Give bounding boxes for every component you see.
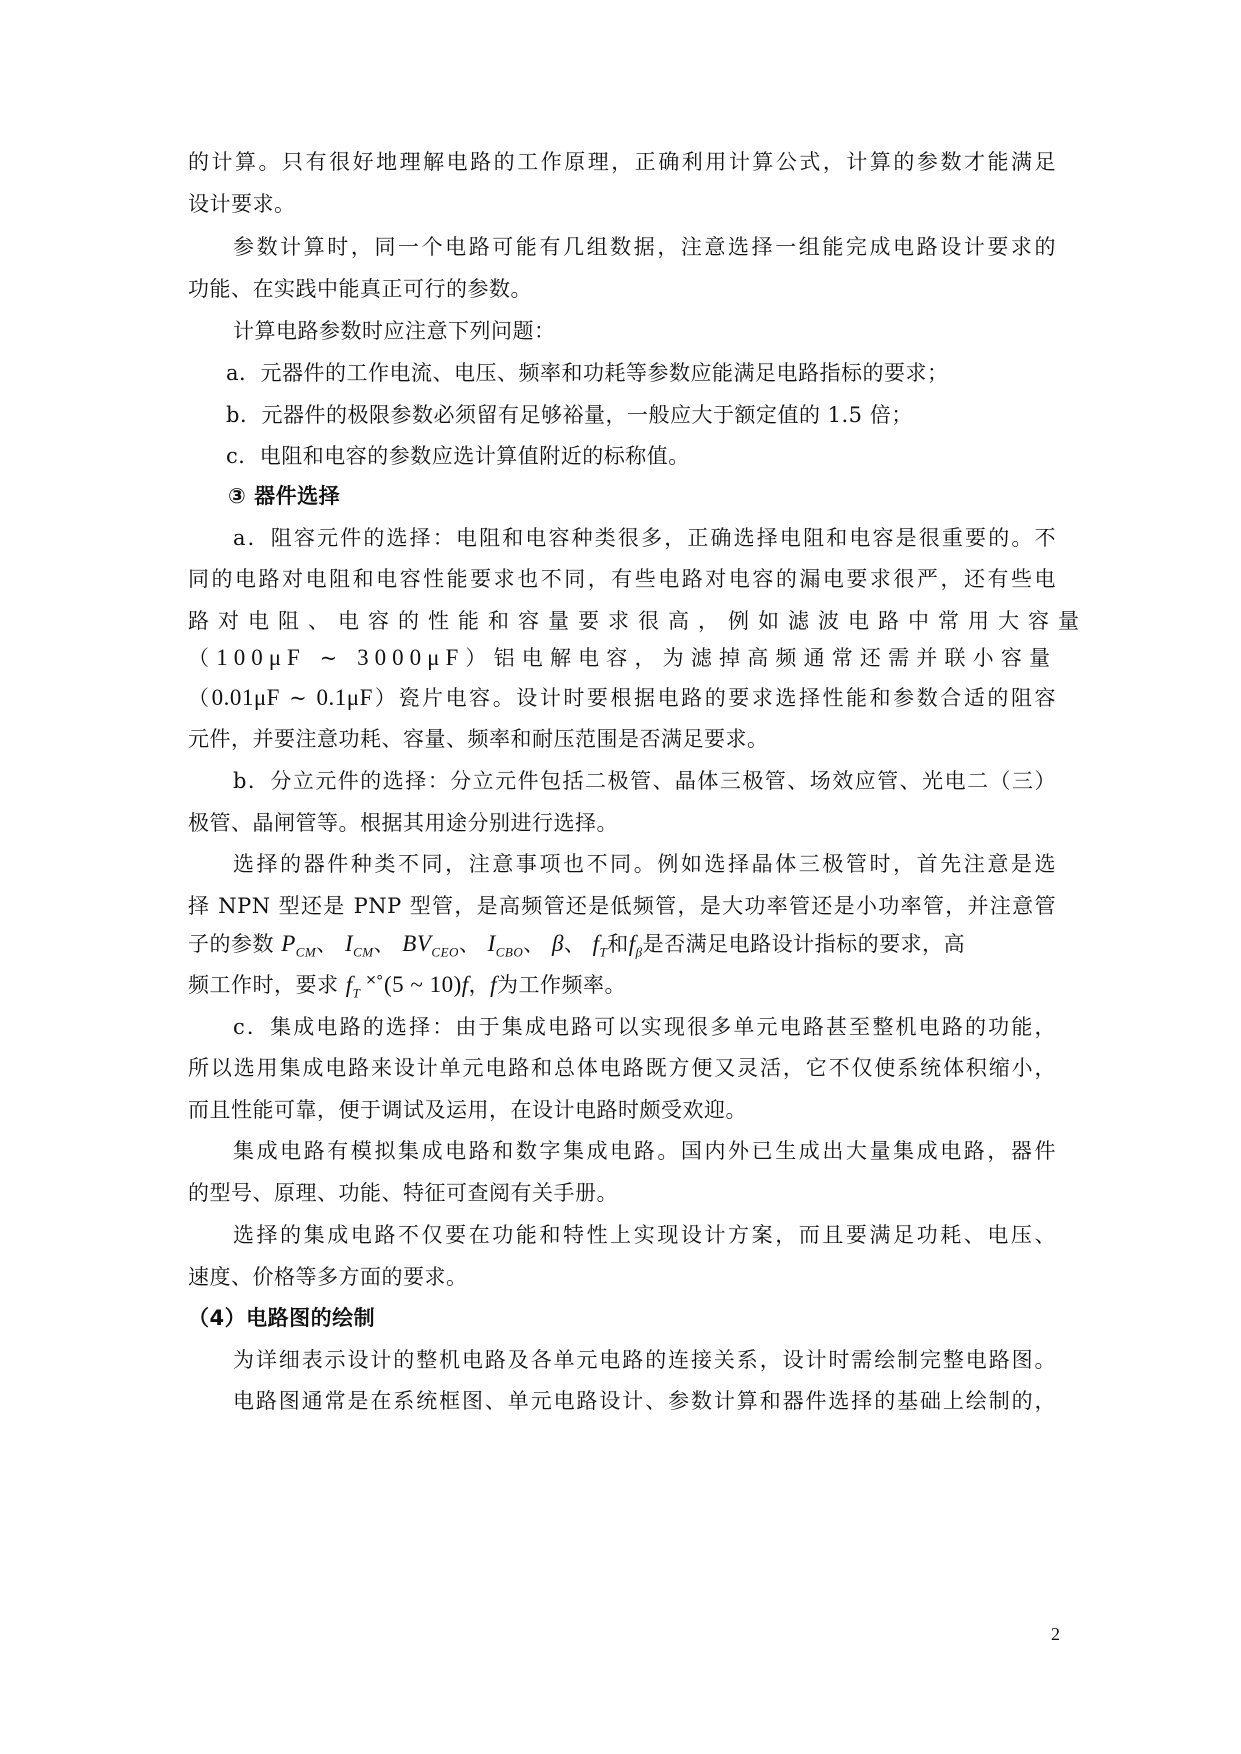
paragraph-line-with-math <box>188 683 1056 713</box>
math-ft <box>345 972 361 1001</box>
paragraph-line: 选择的集成电路不仅要在功能和特性上实现设计方案，而且要满足功耗、电压、 <box>233 1223 1056 1247</box>
text-span: 是否满足电路设计指标的要求，高 <box>642 932 966 956</box>
section-heading: （4）电路图的绘制 <box>188 1306 376 1330</box>
text-span: ， <box>468 973 491 997</box>
math-subscript: CM <box>295 944 317 960</box>
paragraph-line: 的型号、原理、功能、特征可查阅有关手册。 <box>188 1181 618 1205</box>
section-heading: ③ 器件选择 <box>228 484 341 508</box>
text-span: ~ <box>305 646 358 670</box>
paragraph-line: 所以选用集成电路来设计单元电路和总体电路既方便又灵活，它不仅使系统体积缩小， <box>188 1056 1056 1080</box>
paragraph-line: a．阻容元件的选择：电阻和电容种类很多，正确选择电阻和电容是很重要的。不 <box>233 526 1056 550</box>
math-symbol: f <box>592 931 600 956</box>
paragraph-line-with-math <box>188 643 1056 673</box>
math-beta: β <box>551 931 564 956</box>
math-subscript: CM <box>353 944 374 960</box>
separator: 、 <box>563 932 586 956</box>
math-capacitance-high: 0.1μF <box>316 685 373 710</box>
separator: 、 <box>373 932 396 956</box>
separator: 、 <box>458 932 481 956</box>
separator: 、 <box>316 932 338 956</box>
math-capacitance-low: 100μF <box>216 645 306 670</box>
math-subscript: CEO <box>431 944 459 960</box>
math-subscript: β <box>635 944 643 960</box>
math-symbol: f <box>345 972 353 997</box>
paragraph-line: 为详细表示设计的整机电路及各单元电路的连接关系，设计时需绘制完整电路图。 <box>233 1348 1056 1372</box>
math-f: f <box>490 972 498 997</box>
math-symbol: I <box>344 931 354 956</box>
paragraph-line: 功能、在实践中能真正可行的参数。 <box>188 277 532 301</box>
paragraph-line: 路对电阻、电容的性能和容量要求很高，例如滤波电路中常用大容量 <box>188 609 1088 633</box>
text-span: （ <box>188 646 217 670</box>
math-ft <box>592 931 608 960</box>
math-pcm <box>281 931 317 960</box>
paragraph-line: 而且性能可靠，便于调试及运用，在设计电路时颇受欢迎。 <box>188 1098 747 1122</box>
math-bvceo <box>402 931 459 960</box>
math-fbeta <box>628 931 643 960</box>
math-symbol: BV <box>402 931 432 956</box>
list-item-a: a．元器件的工作电流、电压、频率和功耗等参数应能满足电路指标的要求； <box>226 361 949 385</box>
paragraph-line: 设计要求。 <box>188 192 296 216</box>
math-capacitance-high: 3000μF <box>357 645 465 670</box>
text-span: 和 <box>607 932 629 956</box>
text-span: ~ <box>279 686 317 710</box>
paragraph-line: 参数计算时，同一个电路可能有几组数据，注意选择一组能完成电路设计要求的 <box>233 235 1056 259</box>
math-icm <box>344 931 374 960</box>
paragraph-line: c．集成电路的选择：由于集成电路可以实现很多单元电路甚至整机电路的功能， <box>233 1015 1056 1039</box>
math-symbol: P <box>281 931 296 956</box>
math-f: f <box>461 972 469 997</box>
math-relation: ˟˚(5 ~ 10) <box>360 972 462 997</box>
paragraph-line: 元件，并要注意功耗、容量、频率和耐压范围是否满足要求。 <box>188 727 769 751</box>
math-icbo <box>487 931 524 960</box>
math-subscript: T <box>352 985 361 1001</box>
paragraph-line: 选择的器件种类不同，注意事项也不同。例如选择晶体三极管时，首先注意是选 <box>233 852 1056 876</box>
text-span: ）瓷片电容。设计时要根据电路的要求选择性能和参数合适的阻容 <box>372 686 1057 710</box>
math-symbol: f <box>628 931 636 956</box>
paragraph-line: b．分立元件的选择：分立元件包括二极管、晶体三极管、场效应管、光电二（三） <box>233 769 1056 793</box>
math-subscript: CBO <box>495 944 524 960</box>
text-span: 子的参数 <box>188 932 274 956</box>
text-span: 为工作频率。 <box>497 973 627 997</box>
paragraph-line: 的计算。只有很好地理解电路的工作原理，正确利用计算公式，计算的参数才能满足 <box>188 150 1056 174</box>
math-capacitance-low: 0.01μF <box>211 685 280 710</box>
separator: 、 <box>523 932 545 956</box>
paragraph-line: 集成电路有模拟集成电路和数字集成电路。国内外已生成出大量集成电路，器件 <box>233 1139 1056 1163</box>
paragraph-line: 极管、晶闸管等。根据其用途分别进行选择。 <box>188 811 618 835</box>
list-item-c: c．电阻和电容的参数应选计算值附近的标称值。 <box>226 444 690 468</box>
paragraph-line: 计算电路参数时应注意下列问题： <box>233 319 556 343</box>
page-number: 2 <box>1051 1624 1060 1644</box>
paragraph-line: 电路图通常是在系统框图、单元电路设计、参数计算和器件选择的基础上绘制的， <box>233 1389 1056 1413</box>
text-span: （ <box>188 686 212 710</box>
text-span: ）铝电解电容，为滤掉高频通常还需并联小容量 <box>464 646 1057 670</box>
math-subscript: T <box>599 944 608 960</box>
paragraph-line-with-math <box>188 929 1056 968</box>
paragraph-line: 同的电路对电阻和电容性能要求也不同，有些电路对电容的漏电要求很严，还有些电 <box>188 567 1056 591</box>
paragraph-line: 择 NPN 型还是 PNP 型管，是高频管还是低频管，是大功率管还是小功率管，并注意管 <box>188 894 1056 918</box>
list-item-b: b．元器件的极限参数必须留有足够裕量，一般应大于额定值的 1.5 倍； <box>226 403 913 427</box>
text-span: 频工作时，要求 <box>188 973 339 997</box>
math-symbol: I <box>487 931 496 956</box>
paragraph-line-with-math <box>188 970 1056 1009</box>
paragraph-line: 速度、价格等多方面的要求。 <box>188 1265 468 1289</box>
